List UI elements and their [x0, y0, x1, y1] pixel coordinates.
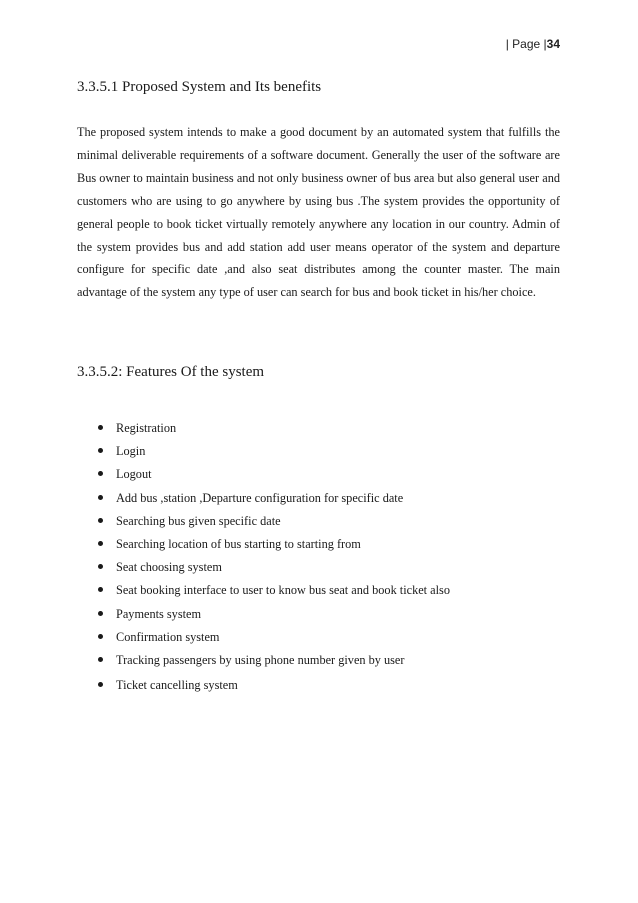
page-label: | Page |	[505, 37, 547, 51]
bullet-icon	[98, 611, 103, 616]
list-item	[77, 418, 560, 441]
list-item-text: Login	[116, 444, 146, 459]
list-item-text: Searching location of bus starting to starting from	[116, 536, 361, 551]
list-item-text: Seat choosing system	[116, 560, 222, 575]
bullet-icon	[98, 587, 103, 592]
list-item	[77, 534, 560, 557]
bullet-icon	[98, 471, 103, 476]
list-item	[77, 675, 560, 698]
list-item-text: Confirmation system	[116, 629, 220, 644]
list-item-text: Logout	[116, 467, 152, 482]
list-item-text: Registration	[116, 421, 177, 435]
bullet-icon	[98, 634, 103, 639]
list-item	[77, 650, 560, 673]
page-number: 34	[546, 37, 560, 51]
bullet-icon	[98, 425, 103, 430]
list-item-text: Add bus ,station ,Departure configuration for specific date	[116, 490, 404, 505]
page-header	[506, 37, 560, 51]
list-item-text: Tracking passengers by using phone number given by user	[116, 652, 405, 667]
features-list	[77, 418, 560, 698]
bullet-icon	[98, 682, 103, 687]
list-item	[77, 557, 560, 580]
bullet-icon	[98, 448, 103, 453]
bullet-icon	[98, 657, 103, 662]
list-item	[77, 488, 560, 511]
section-heading-features: 3.3.5.2: Features Of the system	[77, 364, 265, 380]
bullet-icon	[98, 541, 103, 546]
list-item	[77, 441, 560, 464]
list-item-text: Ticket cancelling system	[116, 678, 238, 693]
list-item	[77, 464, 560, 487]
proposed-system-paragraph: The proposed system intends to make a good document by an automated system that fulfills the minimal deliverable requirements of a software document. Generally the user of the software are Bus owner to maintain business and not only business owner of bus area but also general user and customers who are using to go anywhere by using bus .The system provides the opportunity of general people to book ticket virtually remotely anywhere any location in our country. Admin of the system provides bus and add station add user means operator of the system and departure configure for specific date ,and also seat distributes among the counter master. The main advantage of the system any type of user can search for bus and book ticket in his/her choice.	[77, 125, 560, 300]
bullet-icon	[98, 564, 103, 569]
bullet-icon	[98, 518, 103, 523]
list-item	[77, 580, 560, 603]
bullet-icon	[98, 495, 103, 500]
section-heading-proposed-system: 3.3.5.1 Proposed System and Its benefits	[77, 79, 322, 95]
list-item	[77, 604, 560, 627]
list-item	[77, 627, 560, 650]
list-item-text: Searching bus given specific date	[116, 513, 281, 528]
list-item	[77, 511, 560, 534]
list-item-text: Payments system	[116, 606, 202, 621]
list-item-text: Seat booking interface to user to know bus seat and book ticket also	[116, 583, 450, 598]
